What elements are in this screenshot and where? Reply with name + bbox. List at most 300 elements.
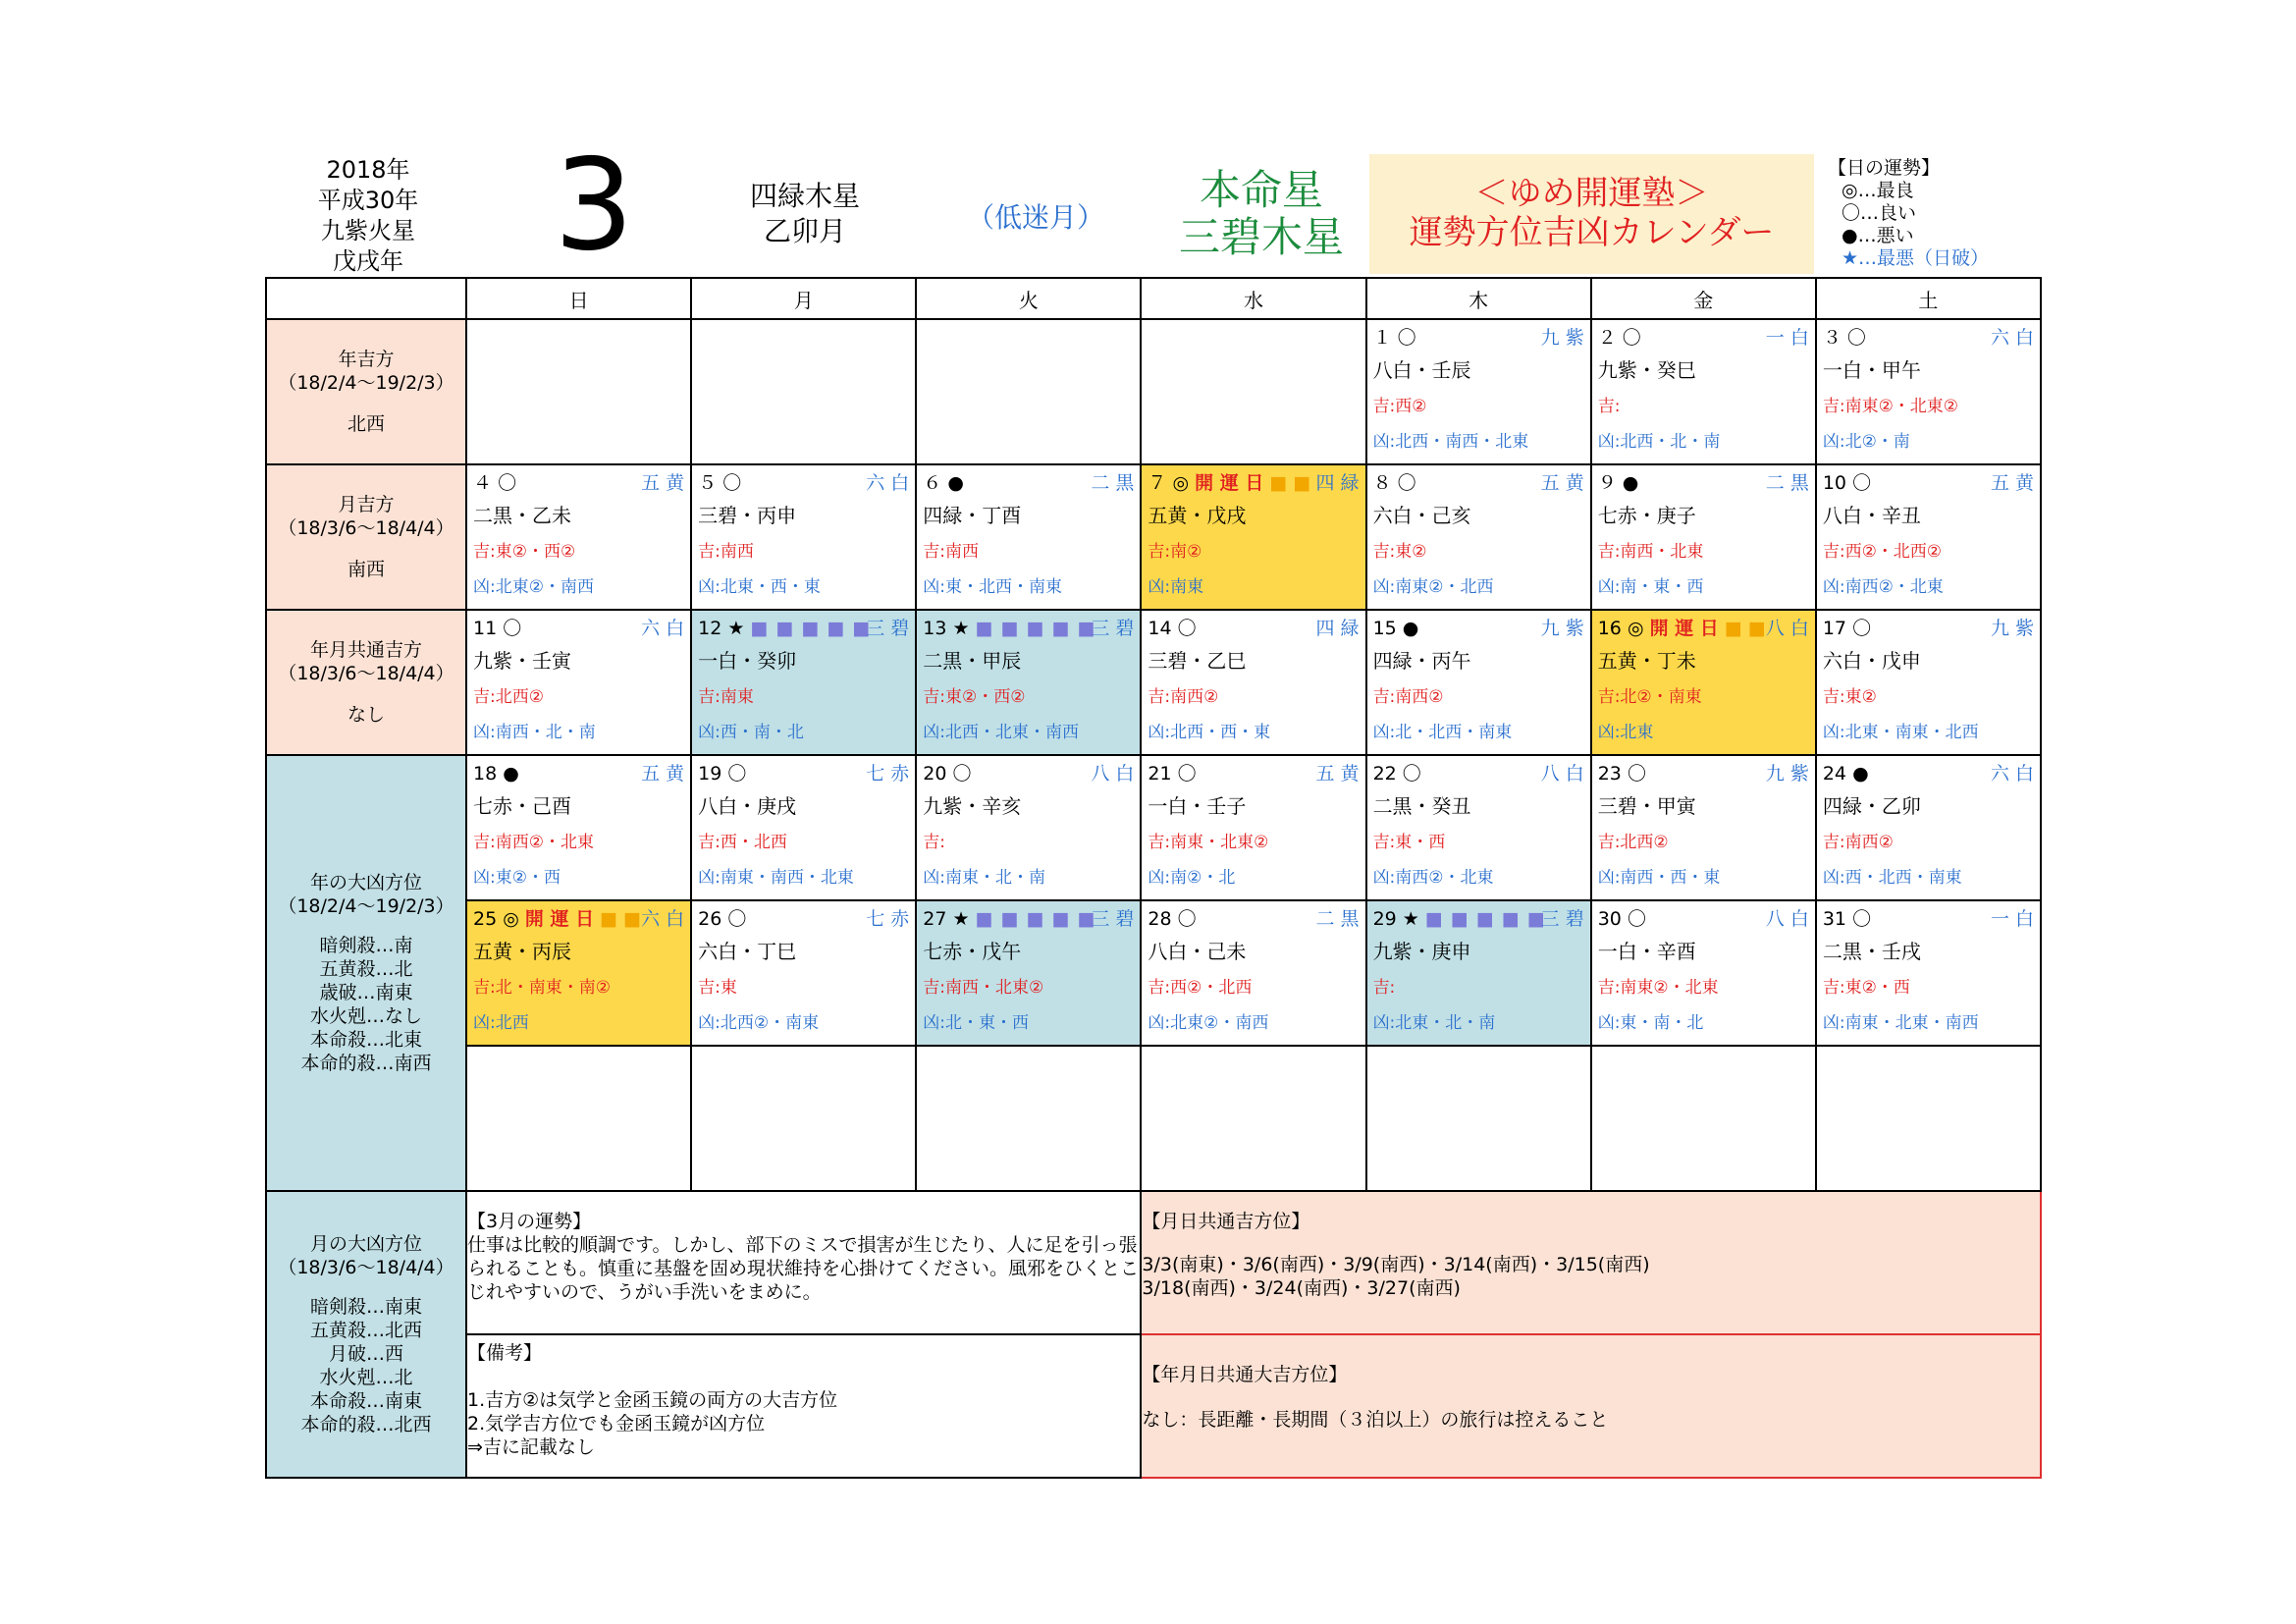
empty-cell [691, 1046, 916, 1191]
day-header [923, 905, 1134, 933]
day-eto: 四緑・乙卯 [1822, 794, 1921, 818]
fortune-mark: ● [947, 472, 964, 494]
kaiun-squares: ■ ■ [1269, 472, 1311, 494]
month-type: （低迷月） [966, 201, 1104, 234]
banner-brand: ＜ゆめ開運塾＞ [1474, 174, 1709, 213]
day-number: 13 [923, 618, 947, 639]
day-eto: 九紫・癸巳 [1597, 358, 1696, 382]
month-fortune [466, 1191, 1141, 1334]
day-kyusei: 一 白 [1765, 327, 1809, 349]
day-header [698, 760, 909, 787]
big-text: なし：長距離・長期間（３泊以上）の旅行は控えること [1142, 1409, 1609, 1431]
kaiun-label: 開 運 日 [1649, 618, 1719, 639]
day-kyusei: 三 碧 [1091, 618, 1135, 639]
day-unlucky: 凶:南西②・北東 [1822, 577, 1944, 597]
day-cell[interactable] [1816, 464, 2041, 610]
day-number: 22 [1372, 763, 1397, 785]
day-number: １ [1372, 327, 1392, 349]
month-star-name: 四緑木星 [749, 180, 860, 212]
day-number: 29 [1372, 908, 1397, 930]
side-range: （18/3/6～18/4/4） [278, 517, 454, 539]
empty-cell [1816, 1046, 2041, 1191]
day-cell[interactable] [1816, 610, 2041, 755]
day-eto: 三碧・乙巳 [1148, 649, 1247, 673]
day-kyusei: 二 黒 [1765, 472, 1809, 494]
day-header [923, 615, 1134, 642]
day-eto: 七赤・己酉 [473, 794, 571, 818]
dow-wed: 水 [1141, 278, 1365, 319]
legend-worst: ★…最悪（日破） [1842, 247, 1990, 269]
day-header [1598, 615, 1809, 642]
day-lucky: 吉:西② [1372, 397, 1427, 416]
day-kyusei: 八 白 [1765, 618, 1809, 639]
worst-day-squares: ■ ■ ■ ■ ■ [975, 908, 1096, 930]
day-eto: 九紫・庚申 [1372, 940, 1471, 963]
kaiun-squares: ■ ■ [600, 908, 642, 930]
year-star-line: 九紫火星 [321, 217, 415, 244]
biko-line: 1.吉方②は気学と金函玉鏡の両方の大吉方位 [467, 1389, 838, 1411]
day-header [1373, 324, 1584, 352]
day-number: 21 [1148, 763, 1172, 785]
day-lucky: 吉:南西②・北東 [473, 833, 594, 852]
day-lucky: 吉:東②・西② [473, 542, 576, 562]
honmei-star [1148, 167, 1374, 261]
day-lucky: 吉:南西② [1148, 687, 1219, 707]
day-cell[interactable] [1591, 755, 1816, 900]
empty-cell [466, 1046, 691, 1191]
day-unlucky: 凶:東②・西 [473, 868, 561, 888]
empty-cell [1141, 1046, 1365, 1191]
day-lucky: 吉:北・南東・南② [473, 978, 611, 998]
day-header [1373, 615, 1584, 642]
day-number: ６ [923, 472, 942, 494]
day-header [1823, 324, 2034, 352]
empty-cell [916, 1046, 1141, 1191]
day-header [1823, 905, 2034, 933]
day-cell[interactable] [691, 464, 916, 610]
day-lucky: 吉:南西② [1372, 687, 1444, 707]
day-number: 11 [473, 618, 498, 639]
worst-day-squares: ■ ■ ■ ■ ■ [750, 618, 872, 639]
day-number: 26 [698, 908, 722, 930]
day-cell[interactable] [466, 464, 691, 610]
day-lucky: 吉:南東 [698, 687, 754, 707]
day-lucky: 吉:南東②・北東 [1597, 978, 1719, 998]
notes-row-2 [266, 1334, 2041, 1478]
honmei-value: 三碧木星 [1178, 213, 1344, 261]
day-number: 16 [1597, 618, 1622, 639]
notes-row-1 [266, 1191, 2041, 1334]
fortune-mark: ★ [1402, 908, 1419, 930]
day-unlucky: 凶:北②・南 [1822, 432, 1910, 452]
day-cell[interactable] [916, 755, 1141, 900]
day-number: 20 [923, 763, 947, 785]
dow-tue: 火 [916, 278, 1141, 319]
day-kyusei: 五 黄 [641, 472, 685, 494]
day-cell[interactable] [1366, 464, 1591, 610]
day-eto: 八白・庚戌 [698, 794, 797, 818]
day-header [1148, 905, 1359, 933]
day-eto: 一白・壬子 [1148, 794, 1247, 818]
fortune-mark: ★ [952, 908, 970, 930]
day-cell[interactable] [466, 900, 691, 1046]
year-month-day-big-lucky [1141, 1334, 2041, 1478]
fortune-mark: 〇 [1402, 763, 1421, 785]
day-number: 28 [1148, 908, 1172, 930]
day-cell[interactable] [1141, 464, 1365, 610]
side-item: 水火剋…なし [309, 1005, 422, 1027]
day-unlucky: 凶:南西・西・東 [1597, 868, 1721, 888]
fortune-mark: 〇 [1846, 327, 1866, 349]
day-cell[interactable] [1141, 610, 1365, 755]
day-header [1373, 760, 1584, 787]
day-lucky: 吉:東② [1822, 687, 1877, 707]
day-unlucky: 凶:南西・北・南 [473, 723, 596, 742]
day-eto: 一白・辛酉 [1597, 940, 1696, 963]
side-range: （18/2/4～19/2/3） [278, 372, 454, 394]
big-title: 【年月日共通大吉方位】 [1142, 1364, 1348, 1385]
day-unlucky: 凶:北東・西・東 [698, 577, 821, 597]
empty-day-cell [466, 319, 691, 464]
day-header [1598, 905, 1809, 933]
day-cell[interactable] [1816, 900, 2041, 1046]
day-lucky: 吉:南西・北東② [923, 978, 1044, 998]
day-lucky: 吉: [923, 833, 946, 852]
day-lucky: 吉:南西② [1822, 833, 1894, 852]
day-kyusei: 九 紫 [1765, 763, 1809, 785]
day-lucky: 吉:東② [1372, 542, 1427, 562]
day-kyusei: 五 黄 [1315, 763, 1360, 785]
fortune-mark: 〇 [503, 618, 522, 639]
worst-day-squares: ■ ■ ■ ■ ■ [1424, 908, 1546, 930]
day-cell[interactable] [916, 900, 1141, 1046]
day-unlucky: 凶:北東・北・南 [1372, 1013, 1496, 1033]
day-cell[interactable] [691, 610, 916, 755]
day-cell[interactable] [1816, 755, 2041, 900]
day-number: 12 [698, 618, 722, 639]
day-cell[interactable] [1366, 319, 1591, 464]
day-lucky: 吉:南西 [923, 542, 980, 562]
honmei-label: 本命星 [1199, 166, 1323, 214]
week-row-3 [266, 610, 2041, 755]
fortune-mark: 〇 [1177, 618, 1197, 639]
day-eto: 八白・己未 [1148, 940, 1247, 963]
day-header [1598, 324, 1809, 352]
fortune-mark: ● [1622, 472, 1639, 494]
day-kyusei: 九 紫 [1990, 618, 2034, 639]
kaiun-label: 開 運 日 [524, 908, 595, 930]
side-common-lucky [266, 610, 466, 755]
day-eto: 九紫・壬寅 [473, 649, 571, 673]
dow-thu: 木 [1366, 278, 1591, 319]
day-kyusei: 八 白 [1091, 763, 1135, 785]
day-eto: 二黒・癸丑 [1372, 794, 1471, 818]
day-eto: 五黄・丙辰 [473, 940, 571, 963]
day-number: 31 [1822, 908, 1847, 930]
side-title: 月の大凶方位 [309, 1233, 422, 1255]
side-month-lucky [266, 464, 466, 610]
common-line: 3/3(南東)・3/6(南西)・3/9(南西)・3/14(南西)・3/15(南西) [1142, 1254, 1650, 1275]
side-value: 南西 [347, 559, 385, 580]
day-cell[interactable] [1591, 319, 1816, 464]
day-unlucky: 凶:北東 [1597, 723, 1654, 742]
common-title: 【月日共通吉方位】 [1142, 1211, 1310, 1232]
empty-cell [1591, 1046, 1816, 1191]
day-number: ８ [1372, 472, 1392, 494]
day-header [1823, 469, 2034, 497]
biko-line: ⇒吉に記載なし [467, 1436, 595, 1458]
day-number: ９ [1597, 472, 1617, 494]
day-header [923, 760, 1134, 787]
day-cell[interactable] [1591, 900, 1816, 1046]
fortune-mark: 〇 [1627, 908, 1646, 930]
day-header [698, 615, 909, 642]
month-number: 3 [554, 133, 634, 279]
biko-title: 【備考】 [467, 1342, 543, 1364]
fortune-mark: ★ [727, 618, 745, 639]
fortune-mark: 〇 [1852, 472, 1872, 494]
fortune-mark: 〇 [1852, 908, 1872, 930]
side-title: 年の大凶方位 [309, 872, 422, 893]
fortune-text: 仕事は比較的順調です。しかし、部下のミスで損害が生じたり、人に足を引っ張られることも。慎重に基盤を固め現状維持を心掛けてください。風邪をひくとこじれやすいので、うがい手洗いをまめに。 [467, 1234, 1140, 1303]
day-lucky: 吉: [1372, 978, 1396, 998]
side-item: 本命殺…南東 [309, 1390, 422, 1412]
side-title: 年月共通吉方 [309, 639, 422, 661]
week-row-1 [266, 319, 2041, 464]
day-unlucky: 凶:南東・南西・北東 [698, 868, 854, 888]
day-kyusei: 六 白 [1990, 327, 2034, 349]
day-lucky: 吉:東・西 [1372, 833, 1446, 852]
day-kyusei: 五 黄 [641, 763, 685, 785]
side-year-unlucky [266, 755, 466, 1191]
day-unlucky: 凶:南東・北東・南西 [1822, 1013, 1979, 1033]
day-unlucky: 凶:東・北西・南東 [923, 577, 1063, 597]
month-star [726, 179, 883, 249]
worst-day-squares: ■ ■ ■ ■ ■ [975, 618, 1096, 639]
side-year-lucky [266, 319, 466, 464]
day-number: 15 [1372, 618, 1397, 639]
day-kyusei: 六 白 [641, 618, 685, 639]
month-day-common-lucky [1141, 1191, 2041, 1334]
day-cell[interactable] [916, 610, 1141, 755]
day-unlucky: 凶:北西 [473, 1013, 529, 1033]
dow-mon: 月 [691, 278, 916, 319]
day-header [1823, 760, 2034, 787]
day-unlucky: 凶:西・南・北 [698, 723, 804, 742]
fortune-mark: ★ [952, 618, 970, 639]
day-unlucky: 凶:北東②・南西 [1148, 1013, 1269, 1033]
side-item: 歳破…南東 [319, 982, 413, 1003]
day-unlucky: 凶:西・北西・南東 [1822, 868, 1962, 888]
day-unlucky: 凶:南東 [1148, 577, 1204, 597]
day-eto: 二黒・乙未 [473, 504, 571, 527]
week-row-5 [266, 900, 2041, 1046]
day-header [698, 905, 909, 933]
day-cell[interactable] [1141, 900, 1365, 1046]
day-unlucky: 凶:北西・北東・南西 [923, 723, 1080, 742]
day-unlucky: 凶:北西・北・南 [1597, 432, 1721, 452]
kaiun-squares: ■ ■ [1724, 618, 1766, 639]
day-eto: 七赤・戊午 [923, 940, 1022, 963]
day-header [473, 615, 684, 642]
empty-day-cell [916, 319, 1141, 464]
day-unlucky: 凶:南東・北・南 [923, 868, 1046, 888]
day-header [1148, 469, 1359, 497]
day-eto: 三碧・甲寅 [1597, 794, 1696, 818]
side-item: 暗剣殺…南 [319, 935, 413, 956]
day-kyusei: 四 緑 [1315, 472, 1360, 494]
day-header [473, 760, 684, 787]
fortune-mark: 〇 [1397, 472, 1416, 494]
side-value: なし [347, 704, 385, 726]
day-cell[interactable] [1366, 900, 1591, 1046]
day-kyusei: 九 紫 [1540, 327, 1584, 349]
day-unlucky: 凶:北東②・南西 [473, 577, 594, 597]
day-header [698, 469, 909, 497]
day-number: 30 [1597, 908, 1622, 930]
fortune-mark: 〇 [1622, 327, 1641, 349]
dow-sat: 土 [1816, 278, 2041, 319]
day-kyusei: 三 碧 [866, 618, 910, 639]
legend-best: ◎…最良 [1842, 180, 1914, 201]
day-eto: 二黒・壬戌 [1822, 940, 1921, 963]
day-eto: 六白・戊申 [1822, 649, 1921, 673]
day-header [473, 905, 684, 933]
day-number: ２ [1597, 327, 1617, 349]
day-lucky: 吉:北②・南東 [1597, 687, 1702, 707]
side-item: 水火剋…北 [319, 1367, 413, 1388]
day-cell[interactable] [1141, 755, 1365, 900]
week-row-2 [266, 464, 2041, 610]
fortune-mark: 〇 [1177, 763, 1197, 785]
day-header [1373, 905, 1584, 933]
day-number: ７ [1148, 472, 1167, 494]
day-number: 19 [698, 763, 722, 785]
day-unlucky: 凶:南・東・西 [1597, 577, 1704, 597]
weekday-header-row [266, 278, 2041, 319]
day-kyusei: 八 白 [1765, 908, 1809, 930]
day-kyusei: 四 緑 [1315, 618, 1360, 639]
day-cell[interactable] [916, 464, 1141, 610]
day-kyusei: 五 黄 [1540, 472, 1584, 494]
side-item: 暗剣殺…南東 [309, 1296, 422, 1318]
day-number: 27 [923, 908, 947, 930]
day-lucky: 吉:南西 [698, 542, 754, 562]
fortune-mark: ◎ [1172, 472, 1190, 494]
dow-fri: 金 [1591, 278, 1816, 319]
day-unlucky: 凶:南西②・北東 [1372, 868, 1494, 888]
fortune-mark: 〇 [727, 908, 747, 930]
day-unlucky: 凶:東・南・北 [1597, 1013, 1704, 1033]
fortune-mark: 〇 [1177, 908, 1197, 930]
day-kyusei: 三 碧 [1540, 908, 1584, 930]
legend-good: 〇…良い [1842, 202, 1917, 224]
day-kyusei: 九 紫 [1540, 618, 1584, 639]
side-month-unlucky [266, 1191, 466, 1478]
day-kyusei: 一 白 [1990, 908, 2034, 930]
day-cell[interactable] [691, 900, 916, 1046]
day-kyusei: 六 白 [641, 908, 685, 930]
day-number: 23 [1597, 763, 1622, 785]
empty-cell [1366, 1046, 1591, 1191]
year-line: 2018年 [326, 156, 410, 184]
side-value: 北西 [347, 413, 385, 435]
legend [1828, 157, 2024, 270]
day-number: 25 [473, 908, 498, 930]
day-cell[interactable] [691, 755, 916, 900]
day-cell[interactable] [466, 610, 691, 755]
dow-sun: 日 [466, 278, 691, 319]
day-header [473, 469, 684, 497]
side-item: 五黄殺…北 [319, 958, 413, 980]
day-header [1373, 469, 1584, 497]
empty-day-cell [1141, 319, 1365, 464]
day-cell[interactable] [1366, 610, 1591, 755]
side-item: 本命殺…北東 [309, 1029, 422, 1051]
day-kyusei: 六 白 [866, 472, 910, 494]
biko-line: 2.気学吉方位でも金函玉鏡が凶方位 [467, 1413, 766, 1435]
fortune-mark: 〇 [1627, 763, 1646, 785]
day-header [923, 469, 1134, 497]
day-eto: 七赤・庚子 [1597, 504, 1696, 527]
common-line: 3/18(南西)・3/24(南西)・3/27(南西) [1142, 1277, 1461, 1299]
side-title: 月吉方 [338, 494, 395, 515]
day-lucky: 吉:北西② [473, 687, 544, 707]
day-cell[interactable] [1366, 755, 1591, 900]
month-eto: 乙卯月 [763, 215, 846, 247]
day-eto: 四緑・丙午 [1372, 649, 1471, 673]
calendar-grid [265, 277, 2042, 1479]
day-unlucky: 凶:北・東・西 [923, 1013, 1030, 1033]
day-unlucky: 凶:南東②・北西 [1372, 577, 1494, 597]
day-eto: 八白・辛丑 [1822, 504, 1921, 527]
fortune-mark: 〇 [1397, 327, 1416, 349]
banner-title: 運勢方位吉凶カレンダー [1409, 213, 1775, 252]
side-title: 年吉方 [338, 349, 395, 370]
day-header [1823, 615, 2034, 642]
day-eto: 六白・己亥 [1372, 504, 1471, 527]
fortune-mark: ● [1402, 618, 1419, 639]
side-range: （18/3/6～18/4/4） [278, 663, 454, 684]
day-number: 10 [1822, 472, 1847, 494]
day-lucky: 吉:西②・北西 [1148, 978, 1253, 998]
day-lucky: 吉:南西・北東 [1597, 542, 1704, 562]
day-number: 18 [473, 763, 498, 785]
day-cell[interactable] [1816, 319, 2041, 464]
day-eto: 二黒・甲辰 [923, 649, 1022, 673]
day-eto: 一白・甲午 [1822, 358, 1921, 382]
day-number: ５ [698, 472, 718, 494]
day-kyusei: 三 碧 [1091, 908, 1135, 930]
day-number: 17 [1822, 618, 1847, 639]
day-cell[interactable] [1591, 610, 1816, 755]
title-banner [1369, 154, 1814, 274]
day-lucky: 吉:東②・西② [923, 687, 1026, 707]
day-kyusei: 七 赤 [866, 908, 910, 930]
legend-title: 【日の運勢】 [1828, 157, 1941, 179]
fortune-mark: 〇 [1852, 618, 1872, 639]
empty-day-cell [691, 319, 916, 464]
fortune-mark: ◎ [503, 908, 519, 930]
biko [466, 1334, 1141, 1478]
day-cell[interactable] [466, 755, 691, 900]
year-info [294, 155, 442, 277]
day-eto: 五黄・丁未 [1597, 649, 1696, 673]
fortune-mark: ◎ [1627, 618, 1644, 639]
year-eto-line: 戊戌年 [333, 247, 403, 275]
day-lucky: 吉:南② [1148, 542, 1202, 562]
day-cell[interactable] [1591, 464, 1816, 610]
